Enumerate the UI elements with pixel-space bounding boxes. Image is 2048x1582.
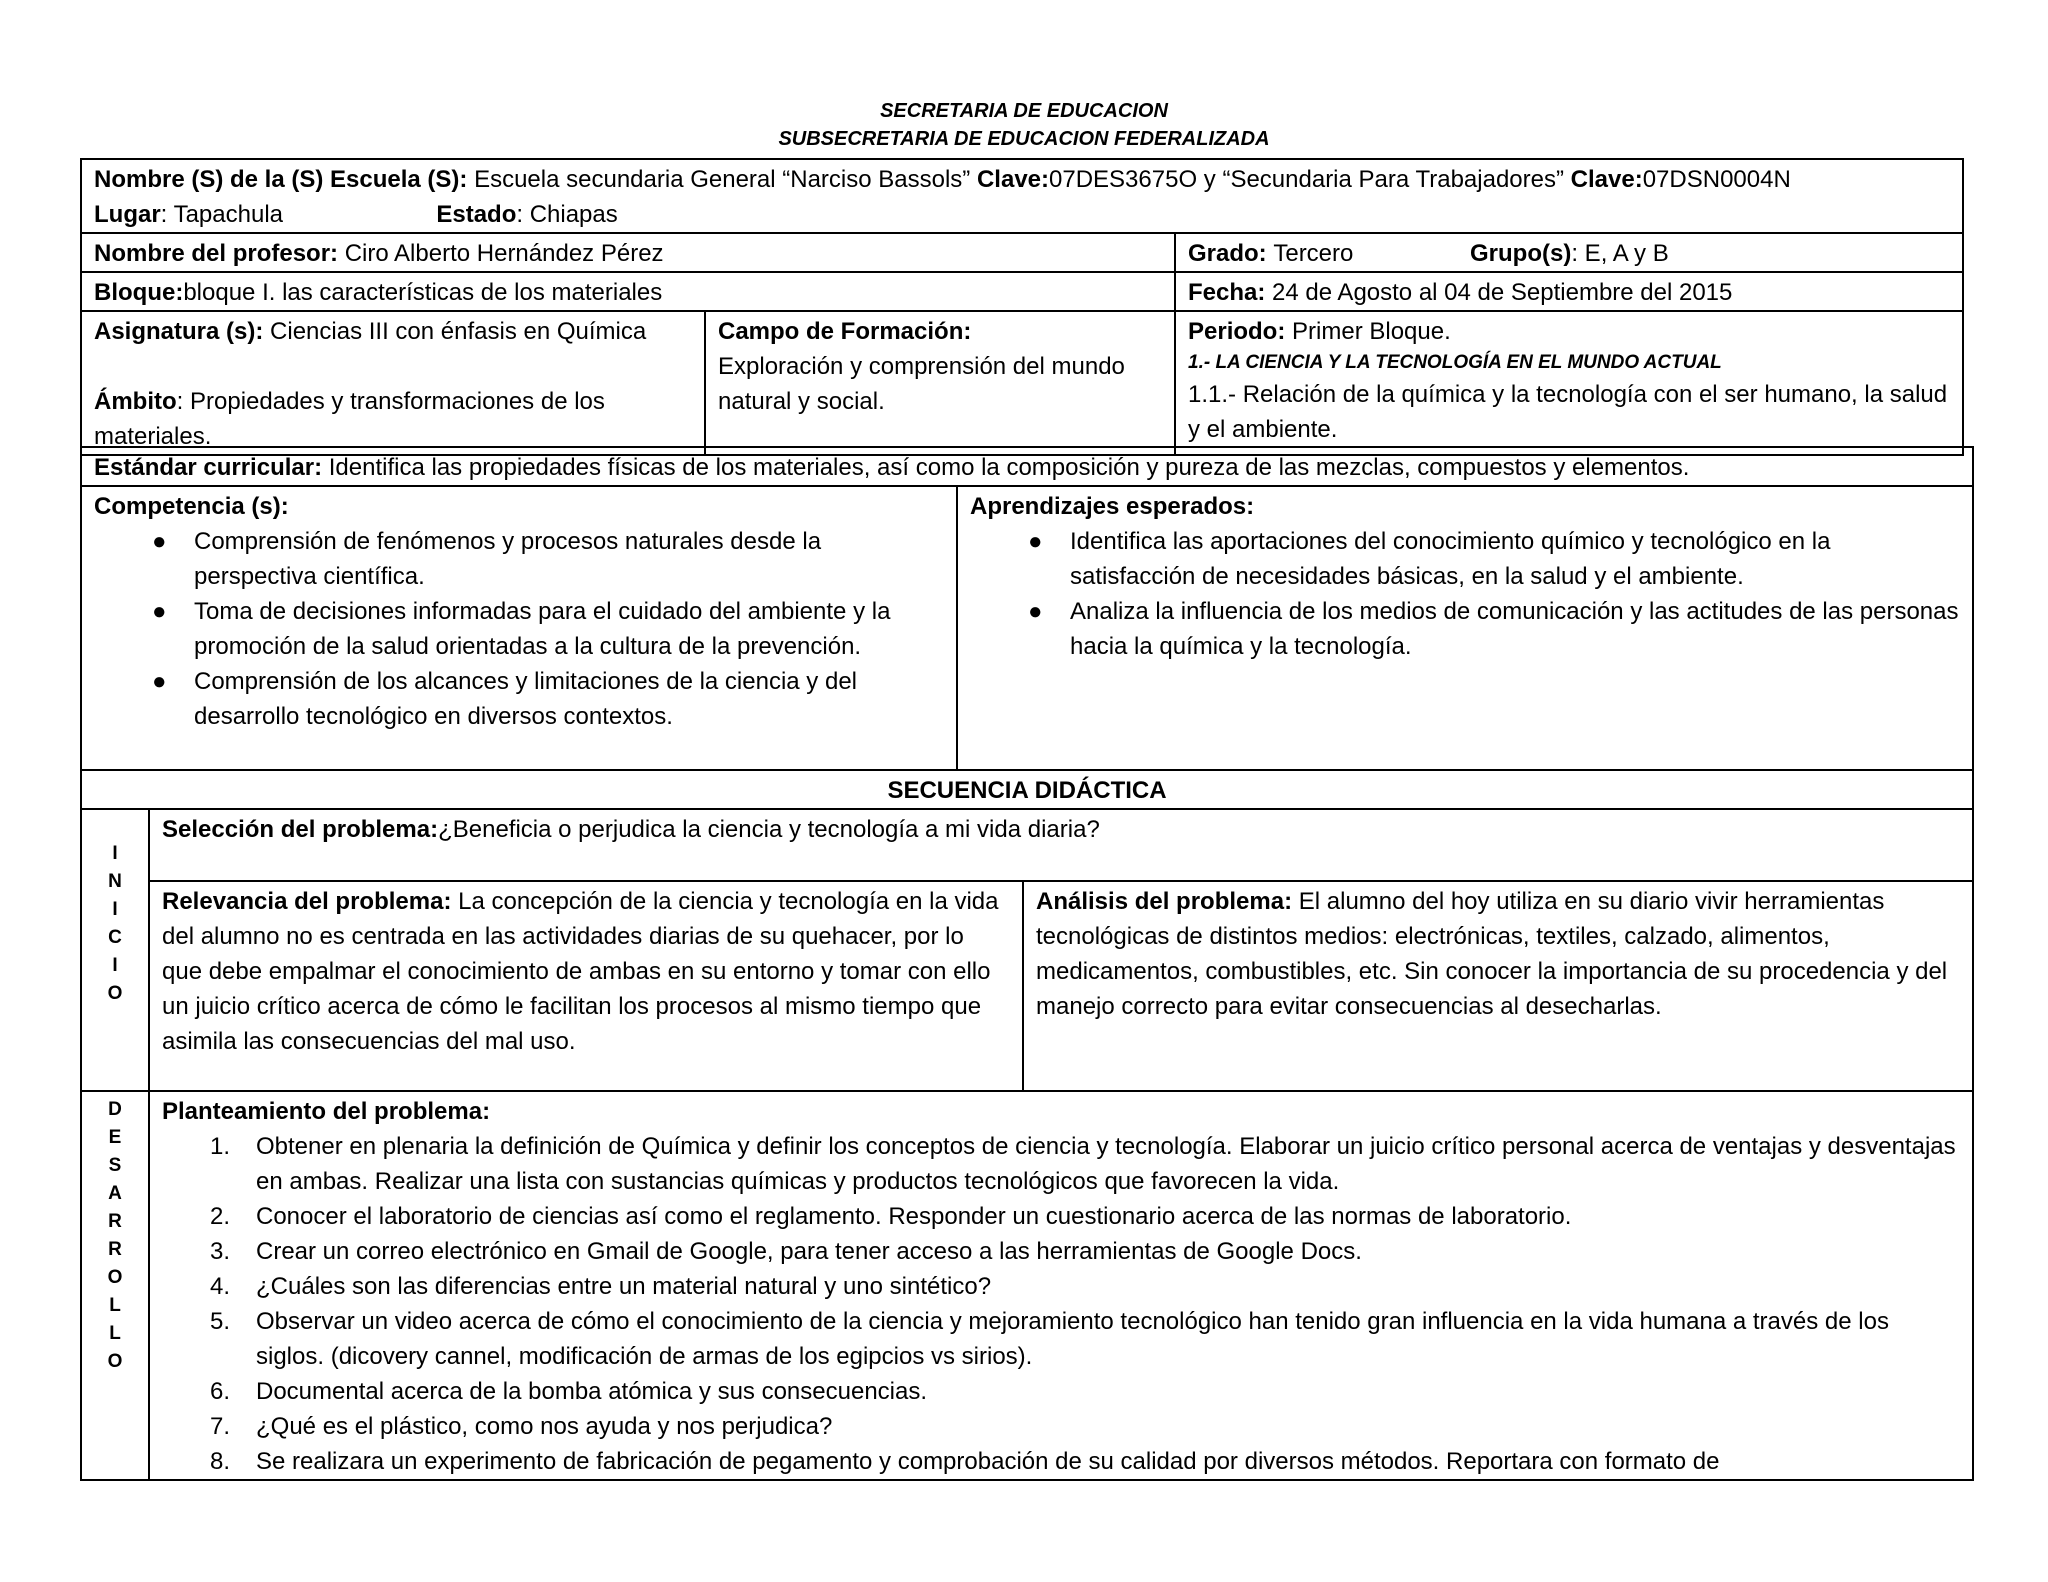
estado-value: : Chiapas	[516, 201, 618, 228]
periodo-label: Periodo:	[1188, 318, 1286, 345]
vertical-letter: L	[109, 1295, 121, 1316]
estandar-label: Estándar curricular:	[94, 454, 323, 481]
grupo-label: Grupo(s)	[1470, 240, 1572, 267]
escuela-value: Escuela secundaria General “Narciso Bassols”	[474, 166, 971, 193]
vertical-letter: E	[108, 1127, 122, 1148]
vertical-letter: D	[108, 1099, 122, 1120]
ambito-value: : Propiedades y transformaciones de los materiales.	[94, 388, 605, 450]
analisis-label: Análisis del problema:	[1036, 888, 1293, 915]
planteamiento-cell	[149, 1091, 1973, 1480]
list-item: 4. ¿Cuáles son las diferencias entre un material natural y uno sintético?	[210, 1273, 992, 1300]
bullet-icon: ●	[152, 598, 167, 625]
inicio-letters	[82, 810, 148, 1008]
estandar-cell	[81, 447, 1973, 486]
bullet-icon: ●	[152, 668, 167, 695]
asignatura-cell	[81, 311, 705, 455]
list-item: 2. Conocer el laboratorio de ciencias así como el reglamento. Responder un cuestionario acerca de las normas de laboratorio.	[210, 1203, 1572, 1230]
ambito-label: Ámbito	[94, 388, 177, 415]
list-item: ● Identifica las aportaciones del conocimiento químico y tecnológico en la satisfacción de necesidades básicas, en la salud y el ambiente.	[1070, 524, 1960, 594]
desarrollo-label	[81, 1091, 149, 1480]
competencias-cell	[81, 486, 957, 770]
bloque-value: bloque I. las características de los materiales	[183, 279, 663, 306]
seleccion-cell	[149, 809, 1973, 881]
asignatura-label: Asignatura (s):	[94, 318, 264, 345]
escuela-label: Nombre (S) de la (S) Escuela (S):	[94, 166, 468, 193]
periodo-subtitle: 1.- LA CIENCIA Y LA TECNOLOGÍA EN EL MUNDO ACTUAL	[1188, 352, 1722, 373]
analisis-cell	[1023, 881, 1973, 1091]
info-table	[80, 158, 1964, 456]
header-line-1: SECRETARIA DE EDUCACION	[880, 100, 1168, 122]
aprendizajes-list	[970, 524, 1960, 664]
vertical-letter: O	[107, 1267, 123, 1288]
clave1-label: Clave:	[976, 166, 1050, 193]
fecha-label: Fecha:	[1188, 279, 1266, 306]
estandar-value: Identifica las propiedades físicas de los materiales, así como la composición y pureza de las mezclas, compuestos y elementos.	[328, 454, 1690, 481]
lugar-label: Lugar	[94, 201, 161, 228]
bullet-icon: ●	[152, 528, 167, 555]
seleccion-label: Selección del problema:	[162, 816, 439, 843]
fecha-value: 24 de Agosto al 04 de Septiembre del 2015	[1272, 279, 1733, 306]
vertical-letter: S	[108, 1155, 122, 1176]
list-item: ● Comprensión de los alcances y limitaciones de la ciencia y del desarrollo tecnológico en diversos contextos.	[194, 664, 944, 734]
grado-value: Tercero	[1273, 240, 1354, 267]
list-item: 5. Observar un video acerca de cómo el conocimiento de la ciencia y mejoramiento tecnológico han tenido gran influencia en la vida humana a través de los siglos. (dicovery cannel, modificación de armas de los egipcios vs sirios).	[210, 1308, 1889, 1370]
periodo-value: Primer Bloque.	[1292, 318, 1451, 345]
inicio-label	[81, 809, 149, 1091]
estado-label: Estado	[436, 201, 517, 228]
list-item: 7. ¿Qué es el plástico, como nos ayuda y nos perjudica?	[210, 1413, 833, 1440]
grado-label: Grado:	[1188, 240, 1267, 267]
list-item: ● Comprensión de fenómenos y procesos naturales desde la perspectiva científica.	[194, 524, 944, 594]
seleccion-value: ¿Beneficia o perjudica la ciencia y tecnología a mi vida diaria?	[438, 816, 1100, 843]
vertical-letter: N	[108, 871, 122, 892]
grupo-value: : E, A y B	[1571, 240, 1669, 267]
analisis-value: El alumno del hoy utiliza en su diario vivir herramientas tecnológicas de distintos medios: electrónicas, textiles, calzado, alimentos, medicamentos, combustibles, etc. Sin conocer la importancia de su procedencia y del manejo correcto para evitar consecuencias al desecharlas.	[1036, 888, 1948, 1020]
vertical-letter: O	[107, 1351, 123, 1372]
profesor-value: Ciro Alberto Hernández Pérez	[344, 240, 664, 267]
relevancia-value: La concepción de la ciencia y tecnología en la vida del alumno no es centrada en las actividades diarias de su quehacer, por lo que debe empalmar el conocimiento de ambas en su entorno y tomar con ello un juicio crítico acerca de cómo le facilitan los procesos al mismo tiempo que asimila las consecuencias del mal uso.	[162, 888, 999, 1055]
periodo-cell	[1175, 311, 1963, 455]
bloque-cell	[81, 272, 1175, 311]
header-line-2: SUBSECRETARIA DE EDUCACION FEDERALIZADA	[778, 128, 1270, 150]
list-item: 1. Obtener en plenaria la definición de Química y definir los conceptos de ciencia y tecnología. Elaborar un juicio crítico personal acerca de ventajas y desventajas en ambas. Realizar una lista con sustancias químicas y productos tecnológicos que favorecen la vida.	[210, 1133, 1956, 1195]
bullet-icon: ●	[1028, 598, 1043, 625]
lugar-value: : Tapachula	[160, 201, 283, 228]
list-item: 3. Crear un correo electrónico en Gmail de Google, para tener acceso a las herramientas de Google Docs.	[210, 1238, 1362, 1265]
escuela-cell	[81, 159, 1963, 233]
bullet-icon: ●	[1028, 528, 1043, 555]
bloque-label: Bloque:	[94, 279, 184, 306]
fecha-cell	[1175, 272, 1963, 311]
planteamiento-list	[162, 1129, 1960, 1479]
vertical-letter: O	[107, 983, 123, 1004]
vertical-letter: R	[108, 1211, 122, 1232]
campo-label: Campo de Formación:	[718, 318, 972, 345]
competencias-list	[94, 524, 944, 734]
asignatura-value: Ciencias III con énfasis en Química	[270, 318, 647, 345]
clave2-label: Clave:	[1570, 166, 1643, 193]
relevancia-cell	[149, 881, 1023, 1091]
vertical-letter: I	[112, 955, 118, 976]
list-item: 8. Se realizara un experimento de fabricación de pegamento y comprobación de su calidad por diversos métodos. Reportara con formato de	[210, 1448, 1720, 1475]
vertical-letter: C	[108, 927, 122, 948]
planteamiento-label: Planteamiento del problema:	[162, 1098, 491, 1125]
vertical-letter: L	[109, 1323, 121, 1344]
relevancia-label: Relevancia del problema:	[162, 888, 452, 915]
vertical-letter: I	[112, 843, 118, 864]
clave2-value: 07DSN0004N	[1642, 166, 1791, 193]
clave1-value: 07DES3675O y “Secundaria Para Trabajadores”	[1049, 166, 1564, 193]
campo-cell	[705, 311, 1175, 455]
vertical-letter: I	[112, 899, 118, 920]
periodo-text: 1.1.- Relación de la química y la tecnología con el ser humano, la salud y el ambiente.	[1188, 381, 1948, 443]
desarrollo-letters	[82, 1092, 148, 1376]
profesor-label: Nombre del profesor:	[94, 240, 339, 267]
competencias-label: Competencia (s):	[94, 493, 289, 520]
aprendizajes-cell	[957, 486, 1973, 770]
list-item: 6. Documental acerca de la bomba atómica y sus consecuencias.	[210, 1378, 928, 1405]
secuencia-title: SECUENCIA DIDÁCTICA	[81, 770, 1973, 809]
vertical-letter: R	[108, 1239, 122, 1260]
campo-value: Exploración y comprensión del mundo natural y social.	[718, 353, 1125, 415]
vertical-letter: A	[108, 1183, 122, 1204]
grado-cell	[1175, 233, 1963, 272]
aprendizajes-label: Aprendizajes esperados:	[970, 493, 1255, 520]
list-item: ● Analiza la influencia de los medios de comunicación y las actitudes de las personas hacia la química y la tecnología.	[1070, 594, 1960, 664]
profesor-cell	[81, 233, 1175, 272]
list-item: ● Toma de decisiones informadas para el cuidado del ambiente y la promoción de la salud orientadas a la cultura de la prevención.	[194, 594, 944, 664]
main-table	[80, 446, 1974, 1481]
